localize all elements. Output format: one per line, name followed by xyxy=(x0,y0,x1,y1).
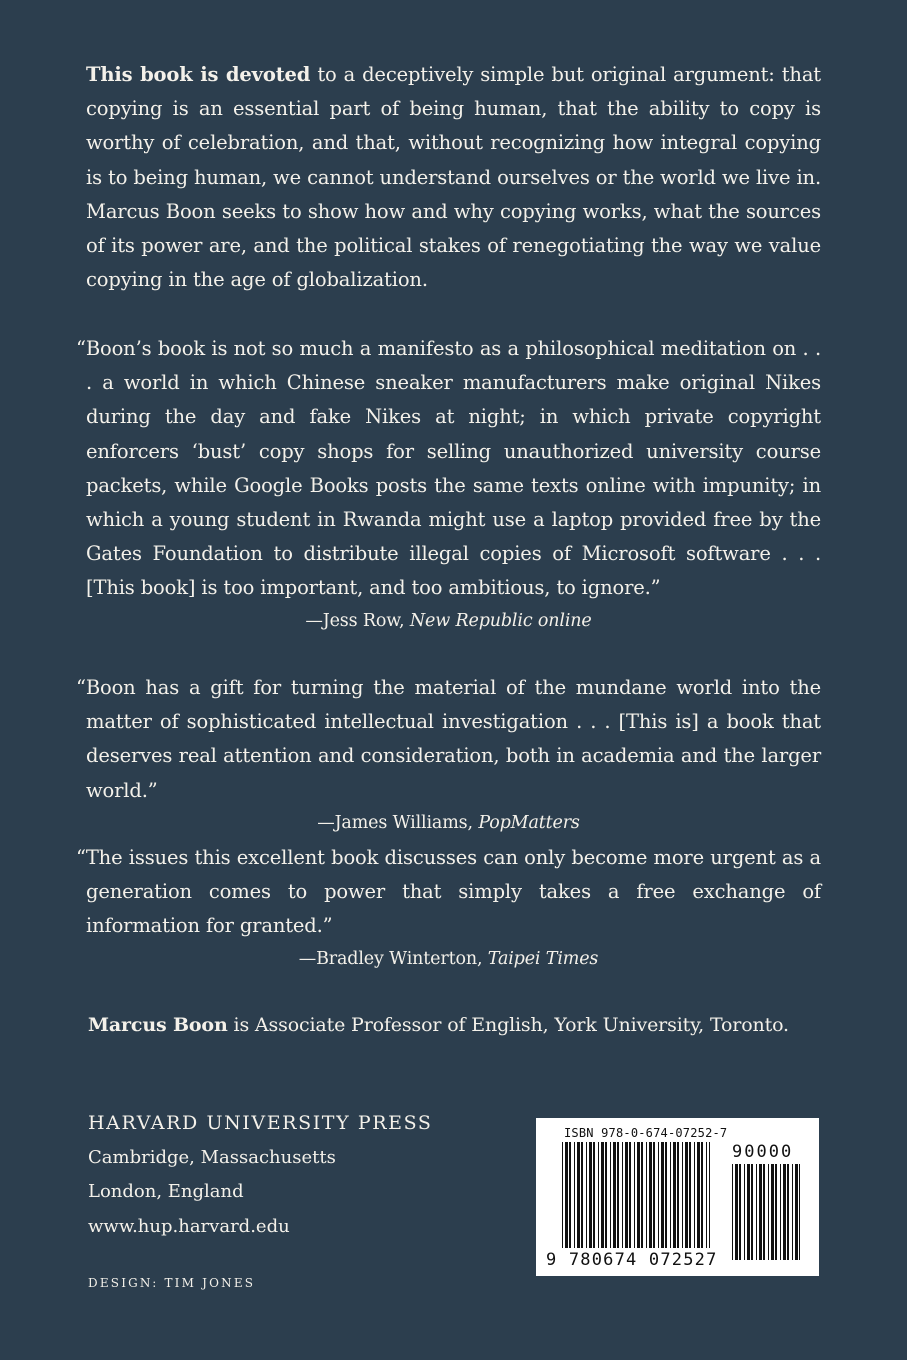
barcode-bar xyxy=(759,1164,762,1260)
review-quote-2 xyxy=(76,671,821,838)
author-bio xyxy=(88,1010,828,1040)
barcode-bar xyxy=(751,1164,753,1260)
barcode-bar xyxy=(756,1164,757,1260)
barcode-bar xyxy=(709,1142,710,1248)
barcode-bar xyxy=(622,1142,623,1248)
barcode-bar xyxy=(646,1142,647,1248)
author-bio-text: is Associate Professor of English, York University, Toronto. xyxy=(227,1014,789,1036)
barcode-bar xyxy=(689,1142,691,1248)
ean-digits: 9 780674 072527 xyxy=(546,1250,718,1270)
barcode-bar xyxy=(694,1142,695,1248)
barcode-label xyxy=(536,1118,819,1276)
barcode-bar xyxy=(601,1142,604,1248)
review-source: New Republic online xyxy=(409,610,592,631)
review-attribution: —Bradley Winterton, Taipei Times xyxy=(298,948,599,969)
barcode-bar xyxy=(799,1164,800,1260)
barcode-bar xyxy=(653,1142,655,1248)
barcode-bar xyxy=(649,1142,652,1248)
barcode-bar xyxy=(768,1164,769,1260)
publisher-name: HARVARD UNIVERSITY PRESS xyxy=(88,1112,433,1134)
publisher-url: www.hup.harvard.edu xyxy=(88,1215,290,1237)
barcode-bar xyxy=(682,1142,683,1248)
barcode-bar xyxy=(577,1142,580,1248)
barcode-bar xyxy=(744,1164,745,1260)
description-body: to a deceptively simple but original argument: that copying is an essential part of being human, that the ability to copy is worthy of celebration, and that, without recognizing how integral copying is to being human, we cannot understand ourselves or the world we live in. Marcus Boon seeks to show how and why copying works, what the sources of its power are, and the political stakes of renegotiating the way we value copying in the age of globalization. xyxy=(86,63,821,292)
barcode-bar xyxy=(673,1142,676,1248)
barcode-bar xyxy=(637,1142,640,1248)
review-quote-text: “Boon’s book is not so much a manifesto as a philosophical meditation on . . . a world in which Chinese sneaker manufacturers make original Nikes during the day and fake Nikes at night; in which private copyright enforcers ‘bust’ copy shops for selling unauthorized university course packets, while Google Books posts the same texts online with impunity; in which a young student in Rwanda might use a laptop provided free by the Gates Foundation to distribute illegal copies of Microsoft software . . . [This book] is too important, and too ambitious, to ignore.” xyxy=(76,337,821,600)
barcode-bar xyxy=(697,1142,700,1248)
barcode-bar xyxy=(665,1142,667,1248)
barcode-bar xyxy=(658,1142,659,1248)
barcode-bar xyxy=(562,1142,563,1248)
barcode-bar xyxy=(593,1142,595,1248)
barcode-bar xyxy=(634,1142,635,1248)
isbn-label: ISBN 978-0-674-07252-7 xyxy=(564,1126,728,1140)
barcode-bar xyxy=(670,1142,671,1248)
barcode-bar xyxy=(763,1164,765,1260)
barcode-bar xyxy=(661,1142,664,1248)
barcode-bar xyxy=(780,1164,781,1260)
barcode-bar xyxy=(747,1164,750,1260)
barcode-bar xyxy=(787,1164,789,1260)
barcode-bar xyxy=(783,1164,786,1260)
review-source: Taipei Times xyxy=(487,948,599,969)
design-credit: DESIGN: TIM JONES xyxy=(88,1276,256,1290)
review-source: PopMatters xyxy=(478,812,580,833)
author-name: Marcus Boon xyxy=(88,1014,228,1036)
barcode-bar xyxy=(735,1164,738,1260)
publisher-city-2: London, England xyxy=(88,1181,244,1202)
review-quote-text: “The issues this excellent book discusses can only become more urgent as a generation comes to power that simply takes a free exchange of information for granted.” xyxy=(76,846,821,938)
barcode-bar xyxy=(598,1142,599,1248)
description-lead: This book is devoted xyxy=(86,63,311,86)
review-attribution: —James Williams, PopMatters xyxy=(317,812,580,833)
barcode-bar xyxy=(641,1142,643,1248)
publisher-city-1: Cambridge, Massachusetts xyxy=(88,1146,336,1168)
barcode-bar xyxy=(771,1164,774,1260)
barcode-bar xyxy=(625,1142,628,1248)
barcode-bar xyxy=(739,1164,741,1260)
barcode-bar xyxy=(581,1142,583,1248)
barcode-bar xyxy=(685,1142,688,1248)
barcode-bar xyxy=(617,1142,619,1248)
review-attribution: —Jess Row, New Republic online xyxy=(305,610,592,631)
publisher-block xyxy=(88,1106,433,1244)
barcode-bar xyxy=(574,1142,575,1248)
barcode-bar xyxy=(589,1142,592,1248)
barcode-bar xyxy=(677,1142,679,1248)
barcode-bar xyxy=(792,1164,793,1260)
barcode-bar xyxy=(605,1142,607,1248)
barcode-bar xyxy=(775,1164,777,1260)
book-description xyxy=(86,58,821,297)
review-quote-1 xyxy=(76,332,821,636)
barcode-bar xyxy=(795,1164,798,1260)
barcode-bar xyxy=(569,1142,571,1248)
barcode-bar xyxy=(565,1142,568,1248)
barcode-bar xyxy=(586,1142,587,1248)
barcode-bar xyxy=(706,1142,707,1248)
barcode-bar xyxy=(610,1142,611,1248)
review-quote-3 xyxy=(76,841,821,974)
review-quote-text: “Boon has a gift for turning the material of the mundane world into the matter of sophisticated intellectual investigation . . . [This is] a book that deserves real attention and consideration, both in academia and the larger world.” xyxy=(76,676,821,802)
price-code: 90000 xyxy=(732,1142,794,1162)
barcode-bar xyxy=(629,1142,631,1248)
barcode-bar xyxy=(701,1142,703,1248)
barcode-bar xyxy=(732,1164,733,1260)
barcode-bar xyxy=(613,1142,616,1248)
